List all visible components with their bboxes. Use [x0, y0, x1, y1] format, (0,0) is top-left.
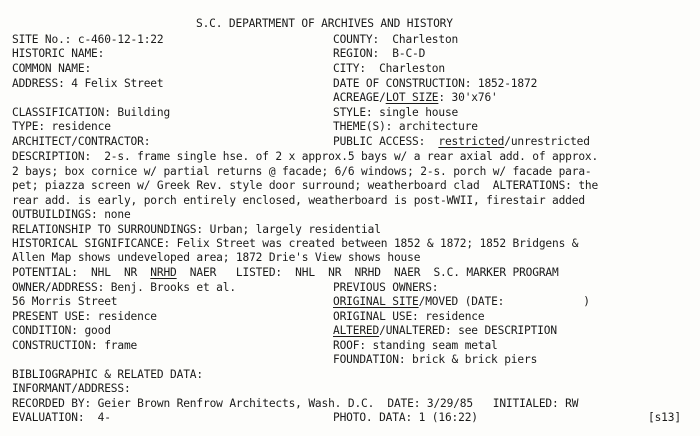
bibliographic: BIBLIOGRAPHIC & RELATED DATA:	[12, 368, 203, 381]
historic-name: HISTORIC NAME:	[12, 47, 105, 60]
description-line: rear add. is early, porch entirely enclosed, weatherboard is post-WWII, firestair added	[12, 194, 585, 207]
altered: ALTERED/UNALTERED: see DESCRIPTION	[333, 324, 557, 337]
present-use: PRESENT USE: residence	[12, 310, 157, 323]
description-line: pet; piazza screen w/ Greek Rev. style door surround; weatherboard clad ALTERATIONS: the	[12, 179, 599, 192]
condition: CONDITION: good	[12, 324, 111, 337]
architect: ARCHITECT/CONTRACTOR:	[12, 135, 151, 148]
description-line: DESCRIPTION: 2-s. frame single hse. of 2 x approx.5 bays w/ a rear axial add. of approx.	[12, 150, 599, 163]
classification: CLASSIFICATION: Building	[12, 106, 171, 119]
relationship: RELATIONSHIP TO SURROUNDINGS: Urban; largely residential	[12, 223, 381, 236]
potential-listed: POTENTIAL: NHL NR NRHD NAER LISTED: NHL NR NRHD NAER S.C. MARKER PROGRAM	[12, 266, 559, 279]
county: COUNTY: Charleston	[333, 33, 459, 46]
type: TYPE: residence	[12, 120, 111, 133]
theme: THEME(S): architecture	[333, 120, 478, 133]
foundation: FOUNDATION: brick & brick piers	[333, 353, 538, 366]
card-code: [s13]	[648, 411, 681, 424]
photo-data: PHOTO. DATA: 1 (16:22)	[333, 411, 478, 424]
description-line: 2 bays; box cornice w/ partial returns @ facade; 6/6 windows; 2-s. porch w/ facade para-	[12, 165, 592, 178]
style: STYLE: single house	[333, 106, 459, 119]
roof: ROOF: standing seam metal	[333, 339, 498, 352]
significance-line: HISTORICAL SIGNIFICANCE: Felix Street was created between 1852 & 1872; 1852 Bridgens &	[12, 237, 579, 250]
informant: INFORMANT/ADDRESS:	[12, 382, 131, 395]
site-number: SITE No.: c-460-12-1:22	[12, 33, 164, 46]
previous-owners: PREVIOUS OWNERS:	[333, 281, 439, 294]
construction: CONSTRUCTION: frame	[12, 339, 138, 352]
common-name: COMMON NAME:	[12, 62, 92, 75]
region: REGION: B-C-D	[333, 47, 426, 60]
evaluation: EVALUATION: 4-	[12, 411, 111, 424]
owner-address-2: 56 Morris Street	[12, 295, 118, 308]
header-title: S.C. DEPARTMENT OF ARCHIVES AND HISTORY	[196, 17, 453, 30]
date-of-construction: DATE OF CONSTRUCTION: 1852-1872	[333, 77, 538, 90]
public-access: PUBLIC ACCESS: restricted/unrestricted	[333, 135, 590, 148]
original-site: ORIGINAL SITE/MOVED (DATE: )	[333, 295, 590, 308]
acreage: ACREAGE/LOT SIZE: 30'x76'	[333, 91, 498, 104]
city: CITY: Charleston	[333, 62, 445, 75]
address: ADDRESS: 4 Felix Street	[12, 77, 164, 90]
owner-address: OWNER/ADDRESS: Benj. Brooks et al.	[12, 281, 236, 294]
recorded-by: RECORDED BY: Geier Brown Renfrow Architects, Wash. D.C. DATE: 3/29/85 INITIALED: RW	[12, 397, 579, 410]
outbuildings: OUTBUILDINGS: none	[12, 208, 131, 221]
original-use: ORIGINAL USE: residence	[333, 310, 485, 323]
significance-line: Allen Map shows undeveloped area; 1872 Drie's View shows house	[12, 251, 421, 264]
